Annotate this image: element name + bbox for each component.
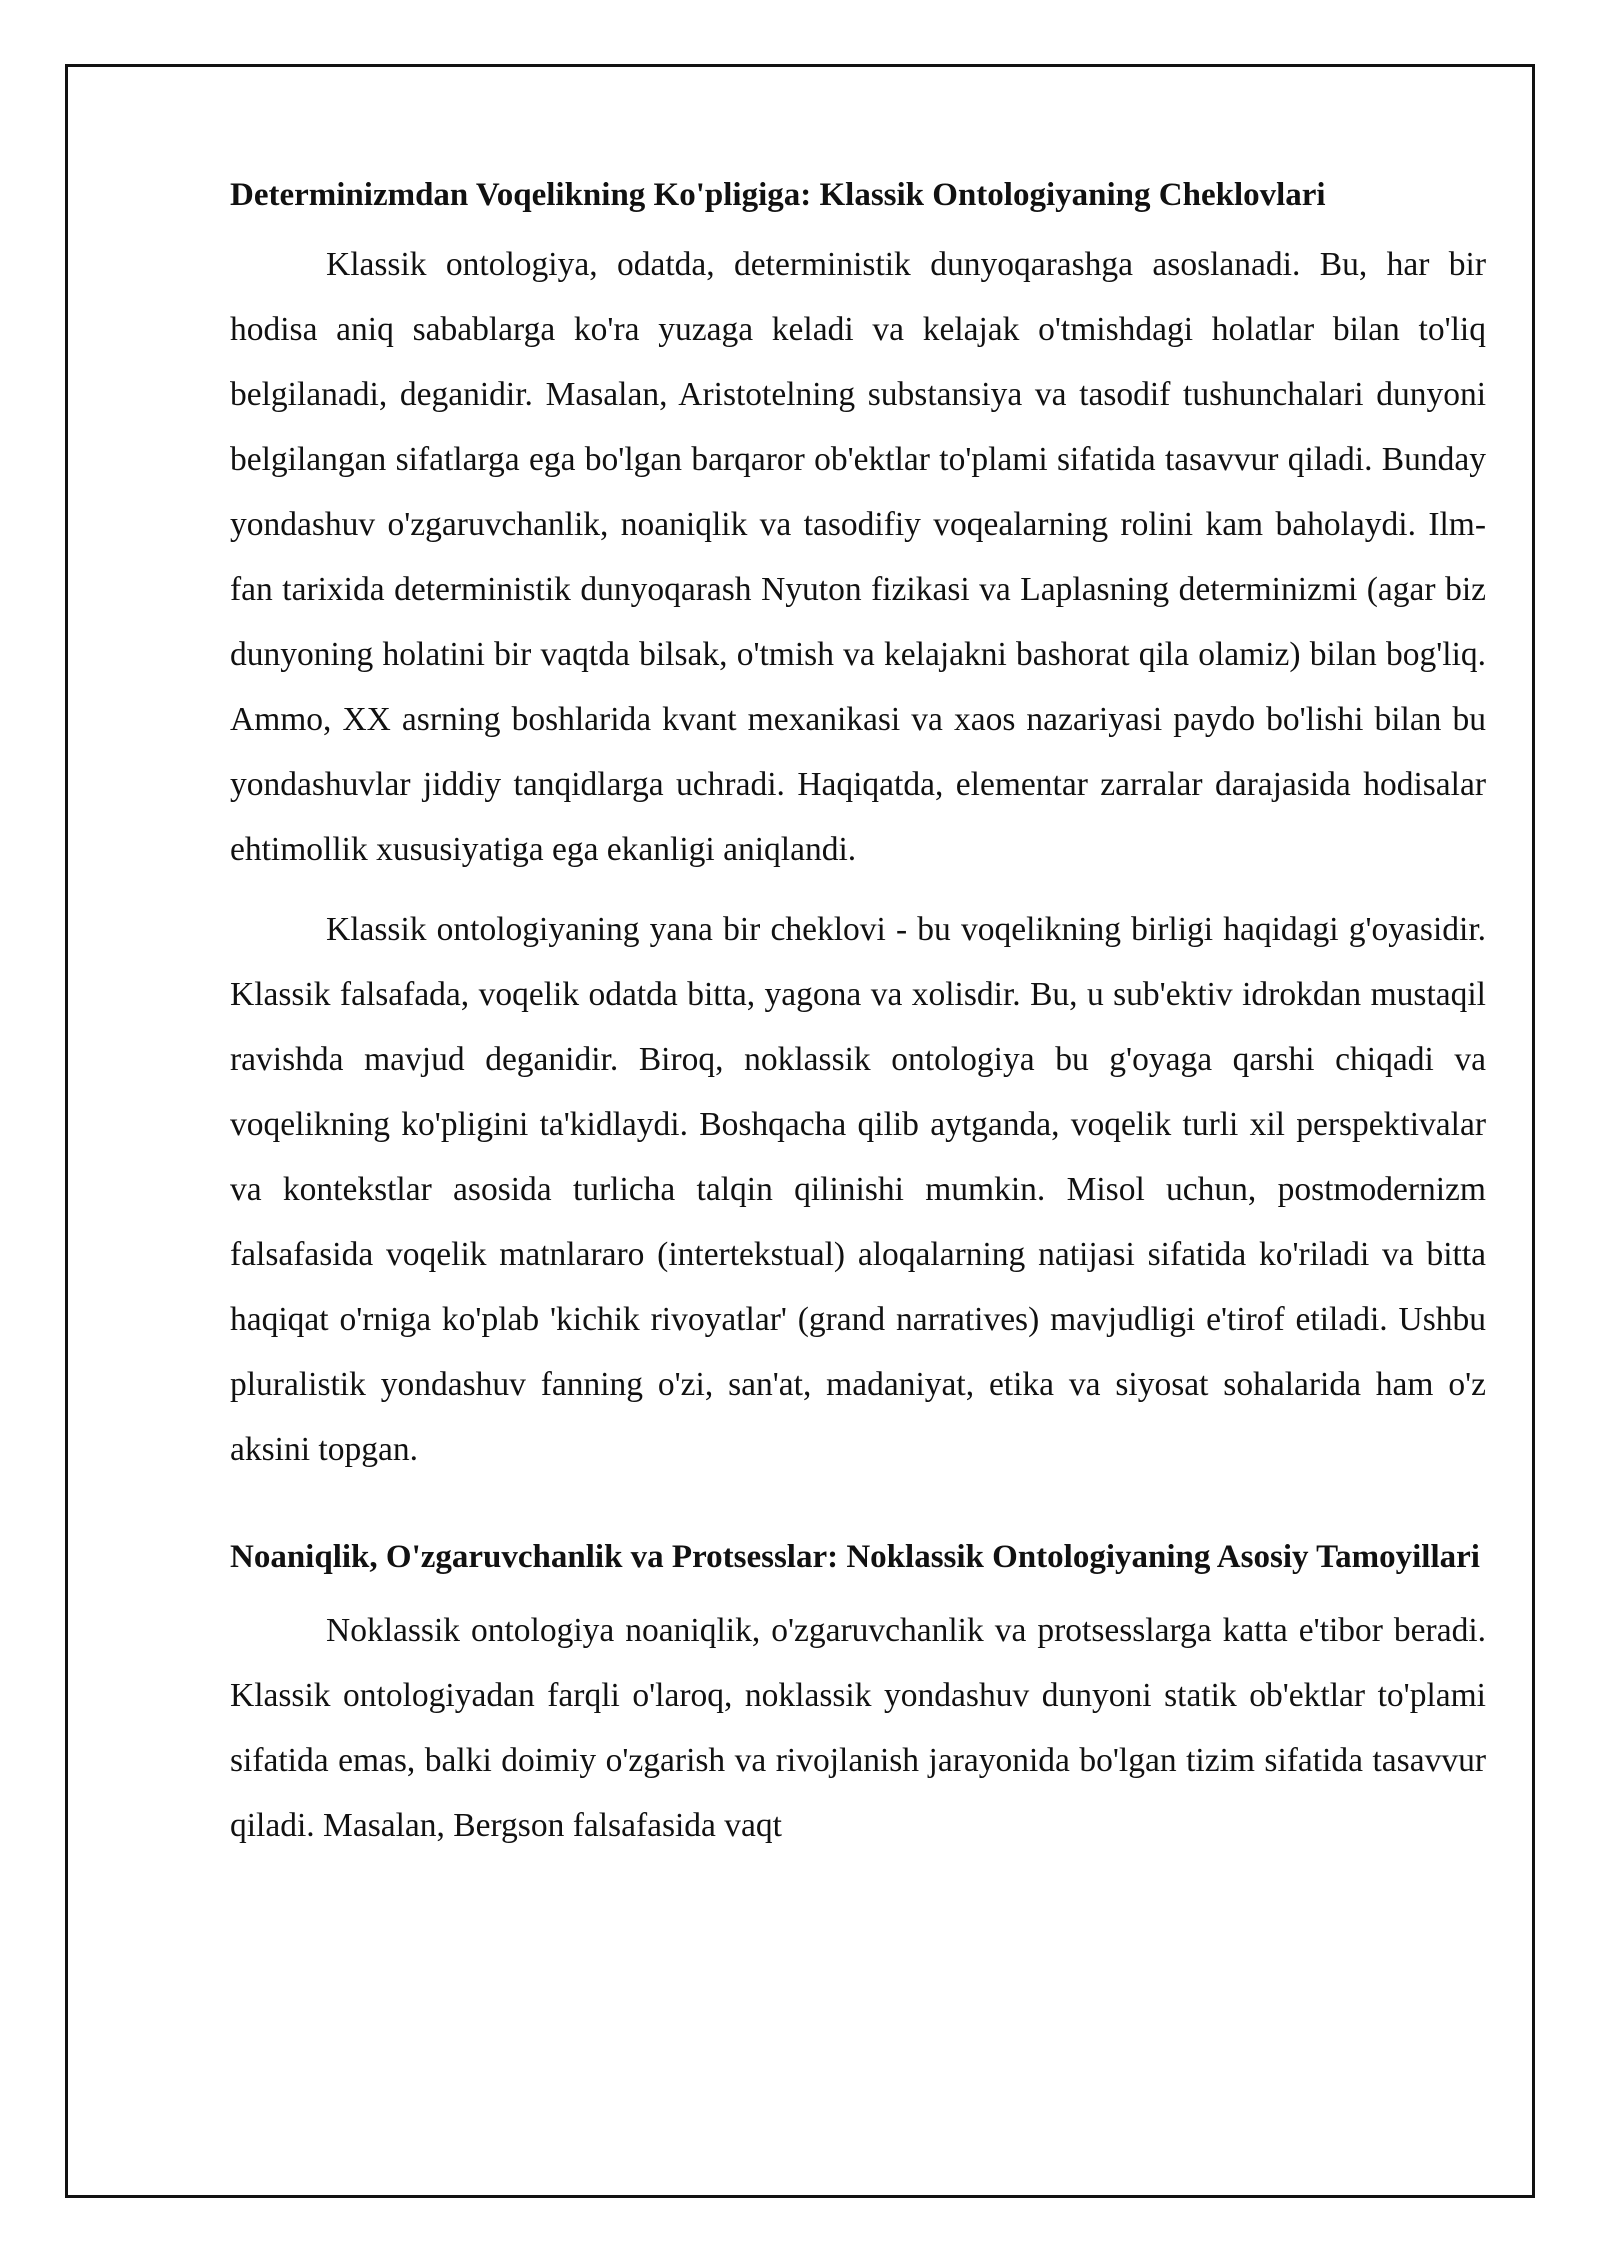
paragraph: Noklassik ontologiya noaniqlik, o'zgaruvchanlik va protsesslarga katta e'tibor beradi. Klassik ontologiyadan farqli o'laroq, noklassik yondashuv dunyoni statik ob'ektlar to'plami sifatida emas, balki doimiy o'zgarish va rivojlanish jarayonida bo'lgan tizim sifatida tasavvur qiladi. Masalan, Bergson falsafasida vaqt bbox=[230, 1612, 1486, 1844]
paragraph: Klassik ontologiyaning yana bir cheklovi - bu voqelikning birligi haqidagi g'oyasidir. Klassik falsafada, voqelik odatda bitta, yagona va xolisdir. Bu, u sub'ektiv idrokdan mustaqil ravishda mavjud deganidir. Biroq, noklassik ontologiya bu g'oyaga qarshi chiqadi va voqelikning ko'pligini ta'kidlaydi. Boshqacha qilib aytganda, voqelik turli xil perspektivalar va kontekstlar asosida turlicha talqin qilinishi mumkin. Misol uchun, postmodernizm falsafasida voqelik matnlararo (intertekstual) aloqalarning natijasi sifatida ko'riladi va bitta haqiqat o'rniga ko'plab 'kichik rivoyatlar' (grand narratives) mavjudligi e'tirof etiladi. Ushbu pluralistik yondashuv fanning o'zi, san'at, madaniyat, etika va siyosat sohalarida ham o'z aksini topgan. bbox=[230, 911, 1486, 1468]
document-body bbox=[230, 170, 1486, 1873]
section-heading: Noaniqlik, O'zgaruvchanlik va Protsesslar: Noklassik Ontologiyaning Asosiy Tamoyillari bbox=[230, 1539, 1480, 1575]
paragraph: Klassik ontologiya, odatda, deterministik dunyoqarashga asoslanadi. Bu, har bir hodisa aniq sabablarga ko'ra yuzaga keladi va kelajak o'tmishdagi holatlar bilan to'liq belgilanadi, deganidir. Masalan, Aristotelning substansiya va tasodif tushunchalari dunyoni belgilangan sifatlarga ega bo'lgan barqaror ob'ektlar to'plami sifatida tasavvur qiladi. Bunday yondashuv o'zgaruvchanlik, noaniqlik va tasodifiy voqealarning rolini kam baholaydi. Ilm-fan tarixida deterministik dunyoqarash Nyuton fizikasi va Laplasning determinizmi (agar biz dunyoning holatini bir vaqtda bilsak, o'tmish va kelajakni bashorat qila olamiz) bilan bog'liq. Ammo, XX asrning boshlarida kvant mexanikasi va xaos nazariyasi paydo bo'lishi bilan bu yondashuvlar jiddiy tanqidlarga uchradi. Haqiqatda, elementar zarralar darajasida hodisalar ehtimollik xususiyatiga ega ekanligi aniqlandi. bbox=[230, 246, 1486, 868]
section-heading: Determinizmdan Voqelikning Ko'pligiga: Klassik Ontologiyaning Cheklovlari bbox=[230, 177, 1326, 213]
